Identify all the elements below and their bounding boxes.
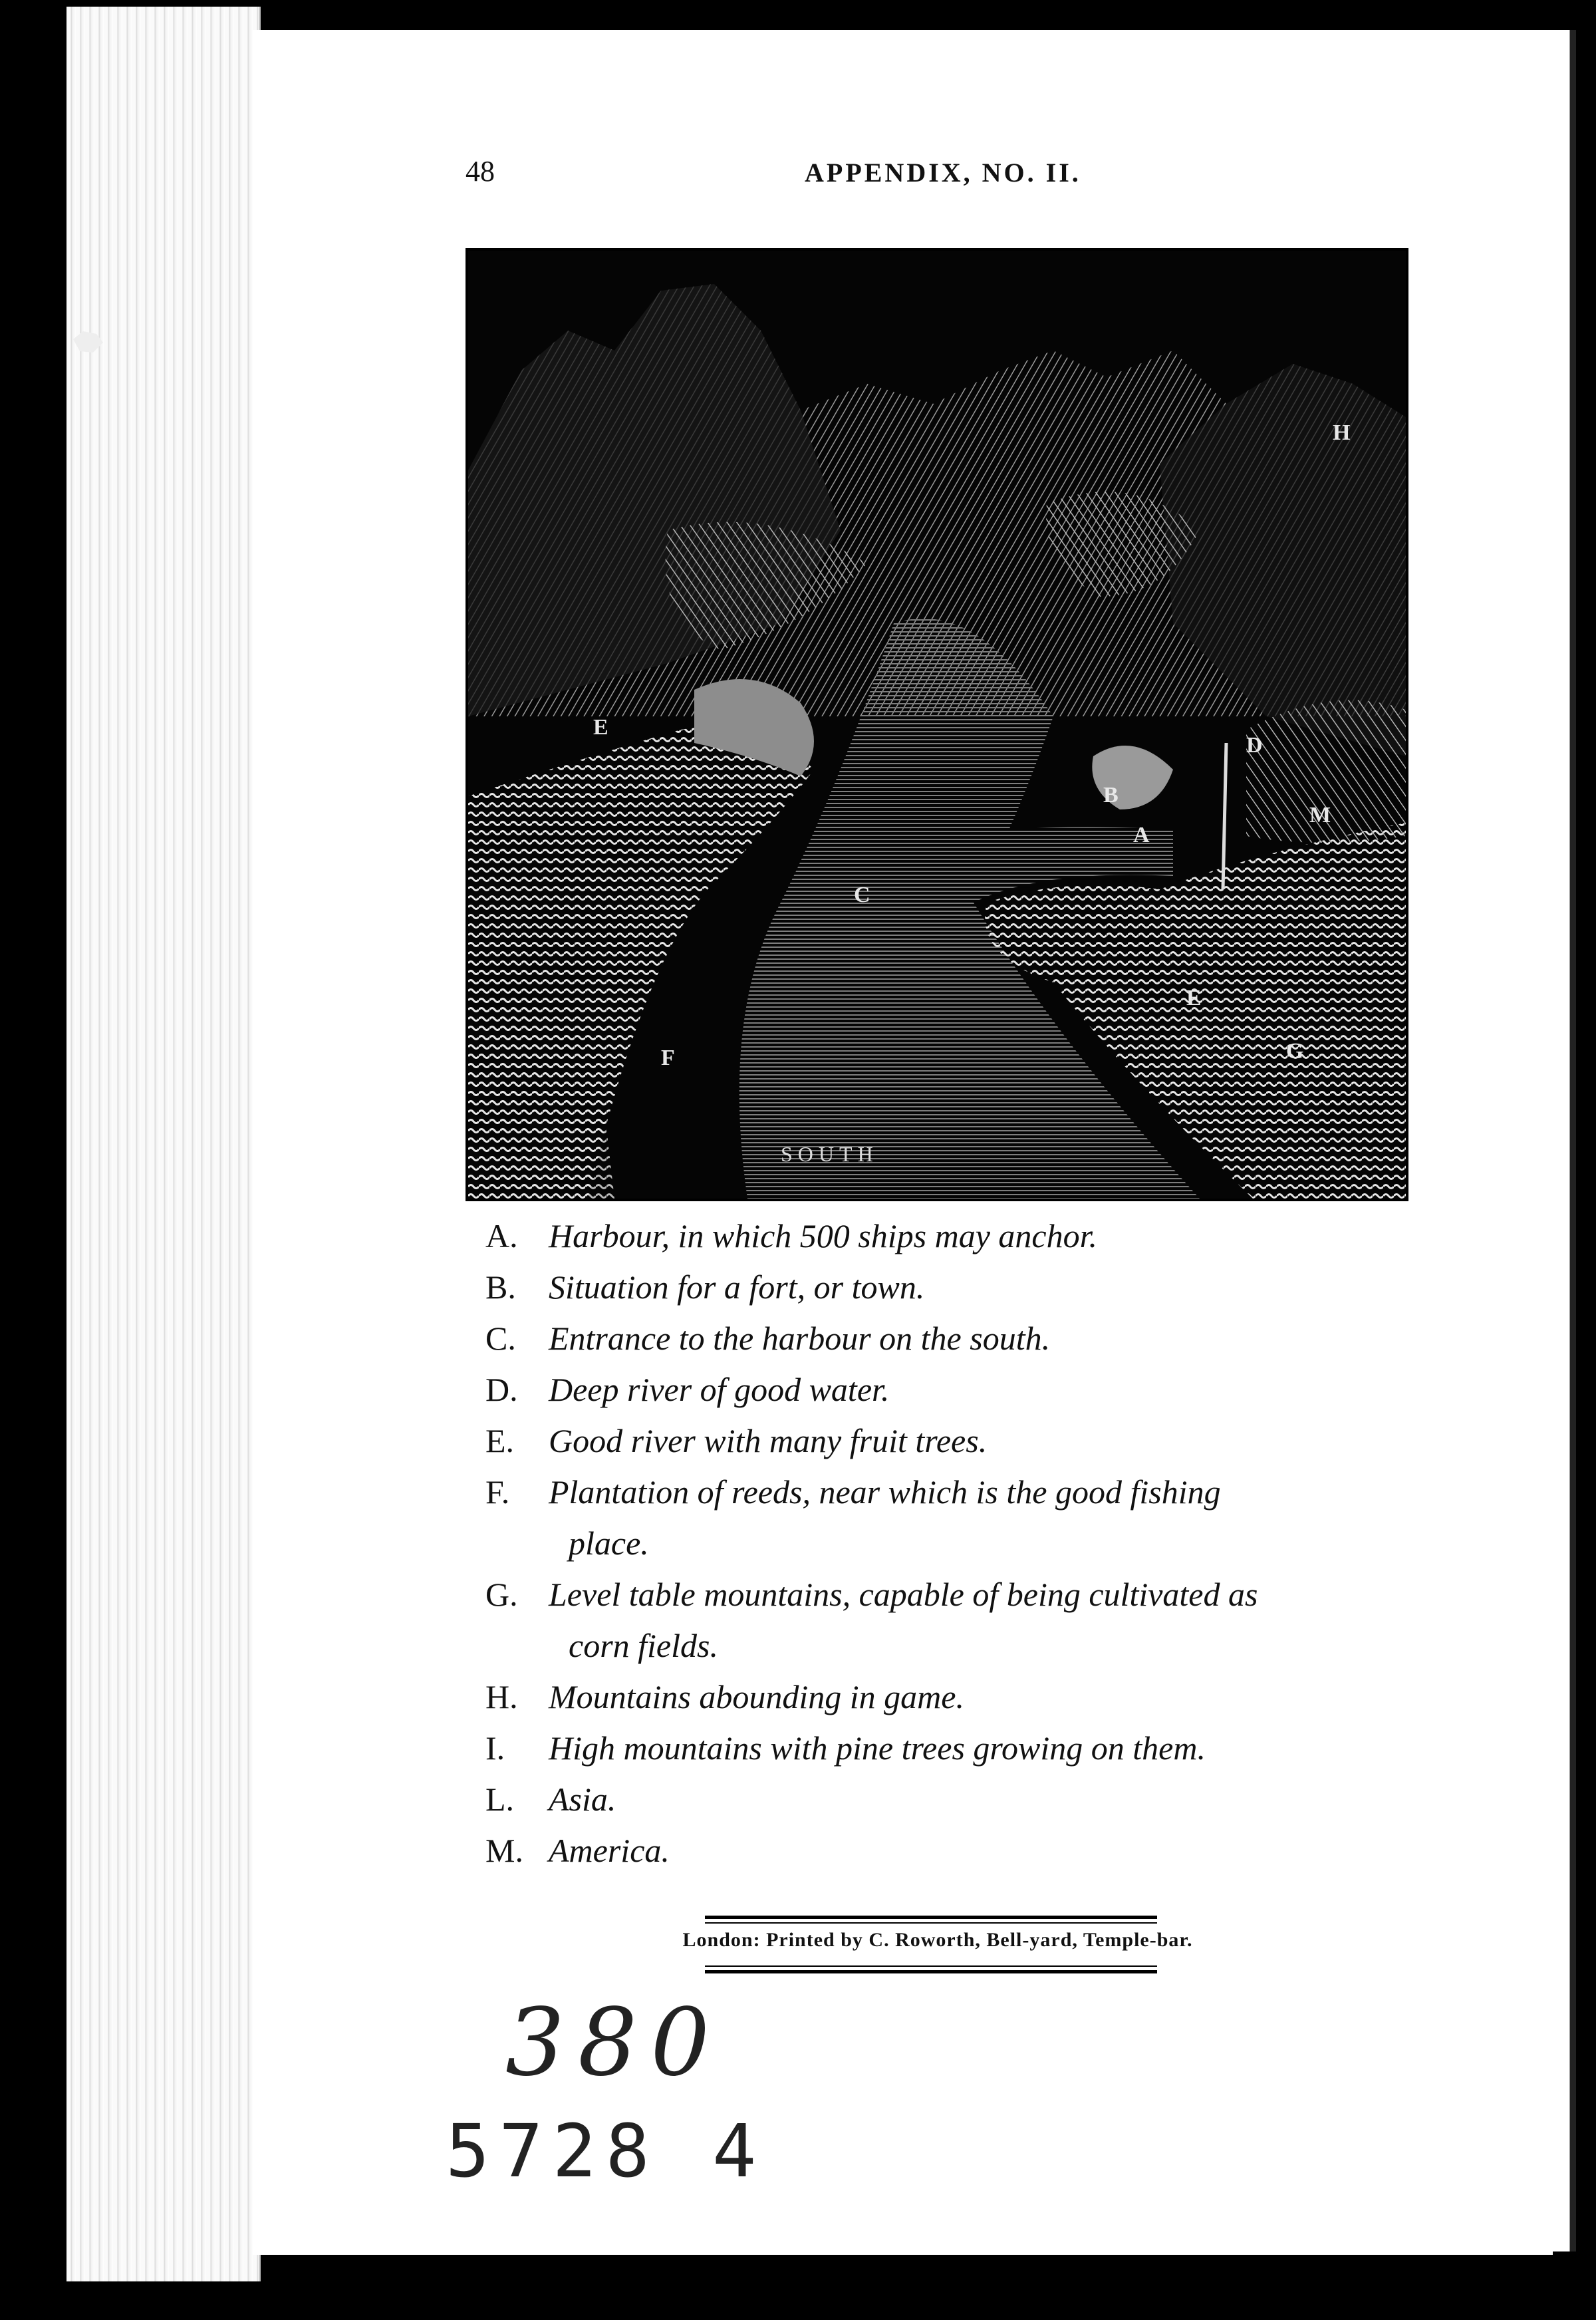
running-head: APPENDIX, NO. II. [805,158,1081,188]
legend-letter: H. [485,1678,518,1715]
label-h: H [1333,420,1351,445]
page-number: 48 [466,155,495,188]
legend-text: Good river with many fruit trees. [549,1422,988,1459]
label-d: D [1246,733,1263,758]
legend-letter: A. [485,1217,518,1254]
legend-item [485,1723,1416,1774]
legend-text: High mountains with pine trees growing on them. [549,1729,1206,1767]
divider-rule-bottom [705,1970,1157,1973]
legend-item [485,1313,1416,1364]
legend-item [485,1415,1416,1467]
facing-page-edge [1553,30,1576,2251]
legend-letter: F. [485,1473,510,1511]
engraving-artwork [468,251,1406,1199]
legend-text: Deep river of good water. [549,1371,890,1408]
legend-letter: B. [485,1268,516,1306]
legend-letter: I. [485,1729,505,1767]
legend-item [485,1671,1416,1723]
legend-letter: L. [485,1781,515,1818]
south-label: SOUTH [781,1142,878,1166]
legend-item [485,1364,1416,1415]
legend-text: Harbour, in which 500 ships may anchor. [549,1217,1098,1254]
legend-letter: G. [485,1576,518,1613]
legend-text: Level table mountains, capable of being cultivated as [549,1576,1258,1613]
legend-text: Mountains abounding in game. [549,1678,964,1715]
legend-item [485,1211,1416,1262]
label-a: A [1133,823,1150,847]
legend-item [485,1774,1416,1825]
handwritten-note: 380 [505,1989,724,2097]
legend-item [485,1262,1416,1313]
legend-letter: D. [485,1371,518,1408]
legend-text: Asia. [549,1781,616,1818]
divider-rule-bottom-thin [705,1965,1157,1967]
harbour-engraving [466,248,1408,1201]
legend-text-continued: corn fields. [569,1627,718,1664]
paper-speck [66,319,113,366]
page-header [466,154,1396,194]
legend-item [485,1569,1416,1671]
legend-letter: E. [485,1422,515,1459]
label-m: M [1309,803,1331,827]
legend-text: Situation for a fort, or town. [549,1268,925,1306]
label-b: B [1103,783,1119,807]
label-f: F [661,1046,675,1070]
label-g: G [1286,1039,1304,1064]
legend-letter: C. [485,1320,516,1357]
legend-letter: M. [485,1832,523,1869]
legend-text: America. [549,1832,670,1869]
label-e-left: E [593,715,608,740]
divider-rule-top-thin [705,1922,1157,1924]
legend-item [485,1825,1416,1876]
printer-imprint: London: Printed by C. Roworth, Bell-yard, Temple-bar. [682,1929,1193,1951]
divider-rule-top [705,1916,1157,1919]
legend-text: Entrance to the harbour on the south. [549,1320,1051,1357]
label-c: C [854,883,870,907]
legend-text-continued: place. [569,1524,649,1562]
legend-text: Plantation of reeds, near which is the good fishing [549,1473,1221,1511]
legend-list [485,1211,1416,1876]
label-e-right: E [1186,986,1202,1010]
legend-item [485,1467,1416,1569]
stamp-number: 5728 4 [446,2108,766,2194]
